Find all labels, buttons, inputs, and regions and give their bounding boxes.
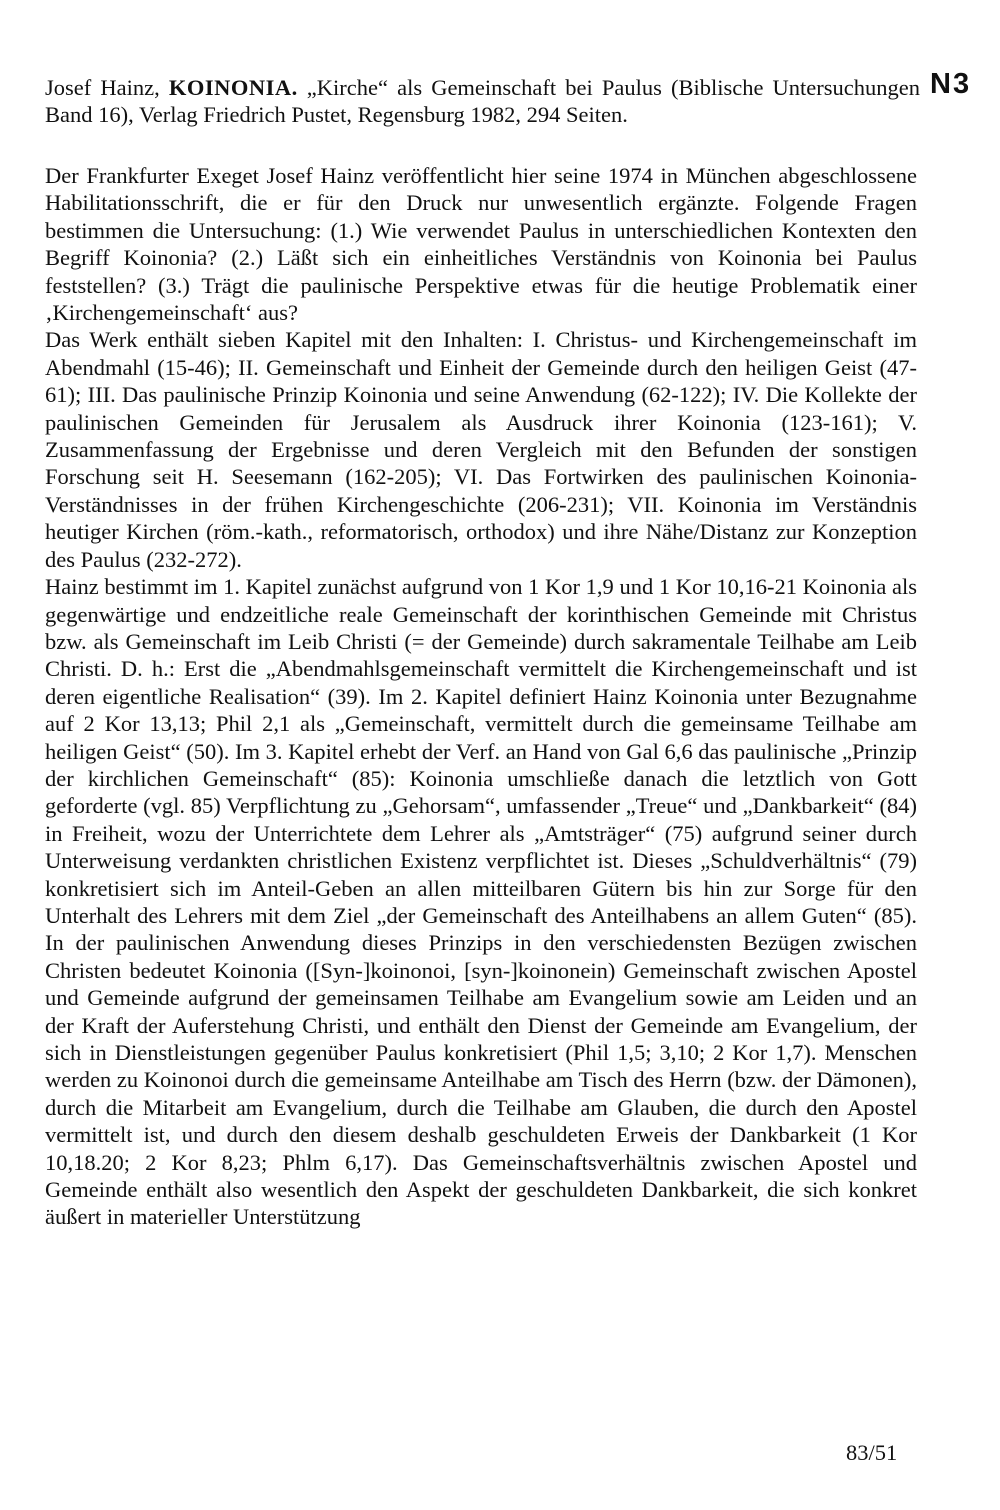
review-body (45, 162, 917, 1231)
bibliographic-header (45, 74, 920, 128)
header-title: KOINONIA. (168, 75, 298, 100)
paragraph-chapters: Das Werk enthält sieben Kapitel mit den Inhalten: I. Christus- und Kirchengemeinschaft im Abendmahl (15-46); II. Gemeinschaft und Einheit der Gemeinde durch den heiligen Geist (47-61); III. Das paulinische Prinzip Koinonia und seine Anwendung (62-122); IV. Die Kollekte der paulinischen Gemeinden für Jerusalem als Ausdruck ihrer Koinonia (123-161); V. Zusammenfassung der Ergebnisse und deren Vergleich mit den Befunden der sonstigen Forschung seit H. Seesemann (162-205); VI. Das Fortwirken des paulinischen Koinonia-Verständnisses in der frühen Kirchengeschichte (206-231); VII. Koinonia im Verständnis heutiger Kirchen (röm.-kath., reformatorisch, orthodox) und ihre Nähe/Distanz zur Konzeption des Paulus (232-272). (45, 327, 917, 572)
section-marker: N3 (930, 68, 972, 100)
paragraph-intro: Der Frankfurter Exeget Josef Hainz veröffentlicht hier seine 1974 in München abgeschlossene Habilitationsschrift, die er für den Druck nur unwesentlich ergänzte. Folgende Fragen bestimmen die Untersuchung: (1.) Wie verwendet Paulus in unterschiedlichen Kontexten den Begriff Koinonia? (2.) Läßt sich ein einheitliches Verständnis von Koinonia bei Paulus feststellen? (3.) Trägt die paulinische Perspektive etwas für die heutige Problematik einer ‚Kirchengemeinschaft‘ aus? (45, 163, 917, 326)
header-details: „Kirche“ als Gemeinschaft bei Paulus (Biblische Untersuchungen Band 16), Verlag Friedrich Pustet, Regensburg 1982, 294 Seiten. (45, 75, 920, 127)
page-number: 83/51 (846, 1440, 898, 1465)
paragraph-analysis: Hainz bestimmt im 1. Kapitel zunächst aufgrund von 1 Kor 1,9 und 1 Kor 10,16-21 Koinonia als gegenwärtige und endzeitliche reale Gemeinschaft der korinthischen Gemeinde mit Christus bzw. als Gemeinschaft im Leib Christi (= der Gemeinde) durch sakramentale Teilhabe am Leib Christi. D. h.: Erst die „Abendmahlsgemeinschaft vermittelt die Kirchengemeinschaft und ist deren eigentliche Realisation“ (39). Im 2. Kapitel definiert Hainz Koinonia unter Bezugnahme auf 2 Kor 13,13; Phil 2,1 als „Gemeinschaft, vermittelt durch die gemeinsame Teilhabe am heiligen Geist“ (50). Im 3. Kapitel erhebt der Verf. an Hand von Gal 6,6 das paulinische „Prinzip der kirchlichen Gemeinschaft“ (85): Koinonia umschließe danach die letztlich von Gott geforderte (vgl. 85) Verpflichtung zu „Gehorsam“, umfassender „Treue“ und „Dankbarkeit“ (84) in Freiheit, wozu der Unterrichtete dem Lehrer als „Amtsträger“ (75) aufgrund seiner durch Unterweisung verdankten christlichen Existenz verpflichtet ist. Dieses „Schuldverhältnis“ (79) konkretisiert sich im Anteil-Geben an allen mitteilbaren Gütern bis hin zur Sorge für den Unterhalt des Lehrers mit dem Ziel „der Gemeinschaft des Anteilhabens an allem Guten“ (85). In der paulinischen Anwendung dieses Prinzips in den verschiedensten Bezügen zwischen Christen bedeutet Koinonia ([Syn-]koinonoi, [syn-]koinonein) Gemeinschaft zwischen Apostel und Gemeinde aufgrund der gemeinsamen Teilhabe am Evangelium sowie am Leiden und an der Kraft der Auferstehung Christi, und enthält den Dienst der Gemeinde am Evangelium, der sich in Dienstleistungen gegenüber Paulus konkretisiert (Phil 1,5; 3,10; 2 Kor 1,7). Menschen werden zu Koinonoi durch die gemeinsame Anteilhabe am Tisch des Herrn (bzw. der Dämonen), durch die Mitarbeit am Evangelium, durch die Teilhabe am Glauben, die durch den Apostel vermittelt ist, und durch den diesem deshalb geschuldeten Erweis der Dankbarkeit (1 Kor 10,18.20; 2 Kor 8,23; Phlm 6,17). Das Gemeinschaftsverhältnis zwischen Apostel und Gemeinde enthält also wesentlich den Aspekt der geschuldeten Dankbarkeit, die sich konkret äußert in materieller Unterstützung (45, 574, 917, 1230)
header-author: Josef Hainz, (45, 75, 169, 100)
